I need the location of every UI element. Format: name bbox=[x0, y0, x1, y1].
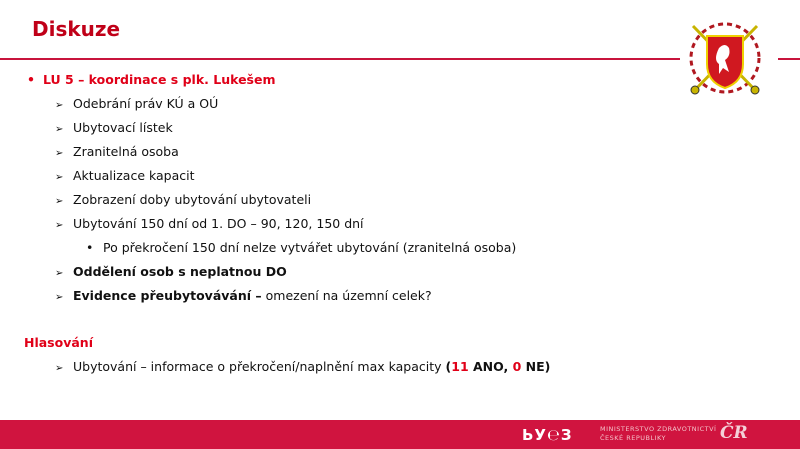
list-item bbox=[55, 192, 311, 207]
heading-item-text: LU 5 – koordinace s plk. Lukešem bbox=[43, 72, 276, 87]
arrow-bullet-icon: ➢ bbox=[55, 292, 64, 303]
title-divider bbox=[0, 58, 680, 60]
list-item-text: Ubytování 150 dní od 1. DO – 90, 120, 150 dní bbox=[73, 216, 364, 231]
bullet-icon: • bbox=[86, 240, 94, 255]
voting-item bbox=[55, 359, 550, 374]
voting-heading: Hlasování bbox=[24, 335, 93, 350]
arrow-bullet-icon: ➢ bbox=[55, 148, 64, 159]
ministry-name-line1: MINISTERSTVO ZDRAVOTNICTVÍ bbox=[600, 425, 717, 433]
list-item bbox=[55, 216, 364, 231]
arrow-bullet-icon: ➢ bbox=[55, 172, 64, 183]
cr-logo-icon: ČR bbox=[720, 423, 748, 443]
vote-yes-label: ANO, bbox=[468, 359, 513, 374]
list-item bbox=[55, 264, 287, 279]
list-item bbox=[55, 96, 218, 111]
heading-bullet-item bbox=[28, 72, 276, 87]
list-item-bold-text: Evidence přeubytovávání – bbox=[73, 288, 262, 303]
list-item-text: Ubytovací lístek bbox=[73, 120, 173, 135]
list-item-text: Aktualizace kapacit bbox=[73, 168, 195, 183]
ministry-logo-icon: ЬУ℮З bbox=[522, 426, 573, 444]
ministry-name bbox=[600, 425, 716, 443]
sub-list-item bbox=[86, 240, 516, 255]
sub-item-text: Po překročení 150 dní nelze vytvářet ubytování (zranitelná osoba) bbox=[103, 240, 517, 255]
list-item-text: Zranitelná osoba bbox=[73, 144, 179, 159]
footer-band bbox=[0, 420, 800, 449]
list-item bbox=[55, 288, 432, 303]
vote-no-label: NE) bbox=[521, 359, 551, 374]
state-emblem-icon bbox=[683, 14, 767, 102]
vote-yes-count: 11 bbox=[451, 359, 469, 374]
voting-item-text: Ubytování – informace o překročení/naplnění max kapacity bbox=[73, 359, 446, 374]
arrow-bullet-icon: ➢ bbox=[55, 220, 64, 231]
list-item bbox=[55, 120, 173, 135]
vote-no-count: 0 bbox=[512, 359, 522, 374]
arrow-bullet-icon: ➢ bbox=[55, 196, 64, 207]
list-item-text: Oddělení osob s neplatnou DO bbox=[73, 264, 287, 279]
ministry-name-line2: ČESKÉ REPUBLIKY bbox=[600, 434, 667, 442]
list-item bbox=[55, 168, 195, 183]
vote-open-paren: ( bbox=[445, 359, 452, 374]
list-item-text: omezení na územní celek? bbox=[261, 288, 432, 303]
slide-title: Diskuze bbox=[32, 17, 121, 41]
arrow-bullet-icon: ➢ bbox=[55, 100, 64, 111]
bullet-icon: • bbox=[27, 72, 35, 87]
list-item-text: Odebrání práv KÚ a OÚ bbox=[73, 96, 219, 111]
arrow-bullet-icon: ➢ bbox=[55, 363, 64, 374]
list-item-text: Zobrazení doby ubytování ubytovateli bbox=[73, 192, 312, 207]
list-item bbox=[55, 144, 179, 159]
arrow-bullet-icon: ➢ bbox=[55, 268, 64, 279]
arrow-bullet-icon: ➢ bbox=[55, 124, 64, 135]
title-divider-right bbox=[778, 58, 800, 60]
